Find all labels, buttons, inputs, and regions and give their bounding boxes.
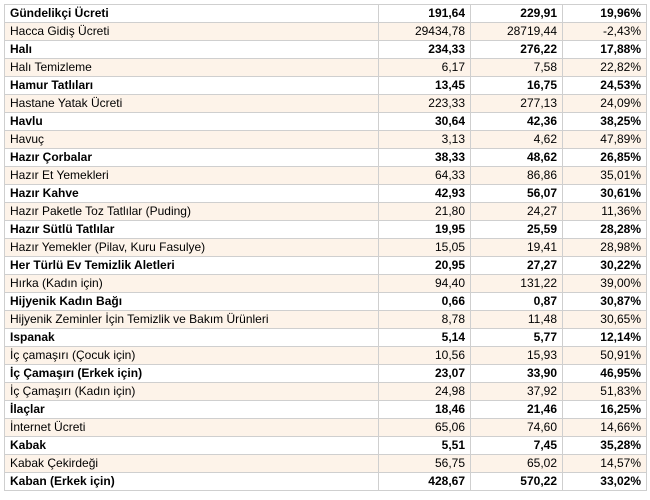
table-row xyxy=(5,329,647,347)
previous-price-cell: 21,80 xyxy=(379,203,471,221)
current-price-cell: 37,92 xyxy=(471,383,563,401)
change-percent-cell: 24,53% xyxy=(563,77,647,95)
change-percent-cell: 30,61% xyxy=(563,185,647,203)
table-row xyxy=(5,149,647,167)
current-price-cell: 56,07 xyxy=(471,185,563,203)
table-row xyxy=(5,437,647,455)
change-percent-cell: -2,43% xyxy=(563,23,647,41)
item-name-cell: Gündelikçi Ücreti xyxy=(5,5,379,23)
current-price-cell: 28719,44 xyxy=(471,23,563,41)
change-percent-cell: 38,25% xyxy=(563,113,647,131)
item-name-cell: Halı xyxy=(5,41,379,59)
current-price-cell: 86,86 xyxy=(471,167,563,185)
table-row xyxy=(5,239,647,257)
current-price-cell: 276,22 xyxy=(471,41,563,59)
item-name-cell: Hacca Gidiş Ücreti xyxy=(5,23,379,41)
item-name-cell: Hazır Et Yemekleri xyxy=(5,167,379,185)
item-name-cell: Hazır Paketle Toz Tatlılar (Puding) xyxy=(5,203,379,221)
item-name-cell: Hazır Kahve xyxy=(5,185,379,203)
change-percent-cell: 33,02% xyxy=(563,473,647,491)
item-name-cell: Halı Temizleme xyxy=(5,59,379,77)
table-row xyxy=(5,455,647,473)
previous-price-cell: 10,56 xyxy=(379,347,471,365)
change-percent-cell: 26,85% xyxy=(563,149,647,167)
current-price-cell: 570,22 xyxy=(471,473,563,491)
item-name-cell: Her Türlü Ev Temizlik Aletleri xyxy=(5,257,379,275)
change-percent-cell: 19,96% xyxy=(563,5,647,23)
previous-price-cell: 3,13 xyxy=(379,131,471,149)
item-name-cell: Hazır Yemekler (Pilav, Kuru Fasulye) xyxy=(5,239,379,257)
previous-price-cell: 94,40 xyxy=(379,275,471,293)
item-name-cell: İnternet Ücreti xyxy=(5,419,379,437)
previous-price-cell: 8,78 xyxy=(379,311,471,329)
current-price-cell: 131,22 xyxy=(471,275,563,293)
item-name-cell: İç Çamaşırı (Erkek için) xyxy=(5,365,379,383)
table-row xyxy=(5,311,647,329)
previous-price-cell: 15,05 xyxy=(379,239,471,257)
previous-price-cell: 5,51 xyxy=(379,437,471,455)
table-row xyxy=(5,257,647,275)
previous-price-cell: 64,33 xyxy=(379,167,471,185)
table-row xyxy=(5,419,647,437)
table-row xyxy=(5,5,647,23)
previous-price-cell: 191,64 xyxy=(379,5,471,23)
previous-price-cell: 223,33 xyxy=(379,95,471,113)
price-table xyxy=(4,4,647,491)
change-percent-cell: 30,87% xyxy=(563,293,647,311)
current-price-cell: 5,77 xyxy=(471,329,563,347)
current-price-cell: 25,59 xyxy=(471,221,563,239)
change-percent-cell: 28,28% xyxy=(563,221,647,239)
table-row xyxy=(5,401,647,419)
item-name-cell: Havuç xyxy=(5,131,379,149)
current-price-cell: 4,62 xyxy=(471,131,563,149)
current-price-cell: 42,36 xyxy=(471,113,563,131)
table-row xyxy=(5,59,647,77)
previous-price-cell: 30,64 xyxy=(379,113,471,131)
table-row xyxy=(5,275,647,293)
current-price-cell: 0,87 xyxy=(471,293,563,311)
previous-price-cell: 56,75 xyxy=(379,455,471,473)
item-name-cell: Hırka (Kadın için) xyxy=(5,275,379,293)
table-row xyxy=(5,77,647,95)
table-row xyxy=(5,131,647,149)
current-price-cell: 16,75 xyxy=(471,77,563,95)
change-percent-cell: 35,01% xyxy=(563,167,647,185)
change-percent-cell: 11,36% xyxy=(563,203,647,221)
table-row xyxy=(5,347,647,365)
change-percent-cell: 24,09% xyxy=(563,95,647,113)
previous-price-cell: 5,14 xyxy=(379,329,471,347)
table-row xyxy=(5,113,647,131)
table-row xyxy=(5,383,647,401)
current-price-cell: 27,27 xyxy=(471,257,563,275)
change-percent-cell: 28,98% xyxy=(563,239,647,257)
current-price-cell: 11,48 xyxy=(471,311,563,329)
current-price-cell: 24,27 xyxy=(471,203,563,221)
previous-price-cell: 24,98 xyxy=(379,383,471,401)
table-row xyxy=(5,221,647,239)
item-name-cell: İç Çamaşırı (Kadın için) xyxy=(5,383,379,401)
table-row xyxy=(5,293,647,311)
change-percent-cell: 14,66% xyxy=(563,419,647,437)
change-percent-cell: 39,00% xyxy=(563,275,647,293)
table-row xyxy=(5,185,647,203)
table-row xyxy=(5,365,647,383)
item-name-cell: Kaban (Erkek için) xyxy=(5,473,379,491)
previous-price-cell: 23,07 xyxy=(379,365,471,383)
change-percent-cell: 22,82% xyxy=(563,59,647,77)
current-price-cell: 19,41 xyxy=(471,239,563,257)
current-price-cell: 65,02 xyxy=(471,455,563,473)
item-name-cell: İç çamaşırı (Çocuk için) xyxy=(5,347,379,365)
previous-price-cell: 0,66 xyxy=(379,293,471,311)
previous-price-cell: 29434,78 xyxy=(379,23,471,41)
current-price-cell: 74,60 xyxy=(471,419,563,437)
item-name-cell: Ispanak xyxy=(5,329,379,347)
previous-price-cell: 428,67 xyxy=(379,473,471,491)
previous-price-cell: 13,45 xyxy=(379,77,471,95)
item-name-cell: Hijyenik Zeminler İçin Temizlik ve Bakım Ürünleri xyxy=(5,311,379,329)
change-percent-cell: 30,22% xyxy=(563,257,647,275)
item-name-cell: Hamur Tatlıları xyxy=(5,77,379,95)
change-percent-cell: 17,88% xyxy=(563,41,647,59)
change-percent-cell: 46,95% xyxy=(563,365,647,383)
change-percent-cell: 35,28% xyxy=(563,437,647,455)
current-price-cell: 33,90 xyxy=(471,365,563,383)
previous-price-cell: 6,17 xyxy=(379,59,471,77)
previous-price-cell: 42,93 xyxy=(379,185,471,203)
previous-price-cell: 18,46 xyxy=(379,401,471,419)
current-price-cell: 7,45 xyxy=(471,437,563,455)
previous-price-cell: 65,06 xyxy=(379,419,471,437)
table-row xyxy=(5,95,647,113)
change-percent-cell: 47,89% xyxy=(563,131,647,149)
price-table-container xyxy=(4,4,646,491)
current-price-cell: 7,58 xyxy=(471,59,563,77)
table-row xyxy=(5,41,647,59)
price-table-body xyxy=(5,5,647,491)
change-percent-cell: 14,57% xyxy=(563,455,647,473)
item-name-cell: Hazır Sütlü Tatlılar xyxy=(5,221,379,239)
item-name-cell: Hijyenik Kadın Bağı xyxy=(5,293,379,311)
current-price-cell: 277,13 xyxy=(471,95,563,113)
previous-price-cell: 20,95 xyxy=(379,257,471,275)
table-row xyxy=(5,167,647,185)
change-percent-cell: 12,14% xyxy=(563,329,647,347)
table-row xyxy=(5,203,647,221)
previous-price-cell: 38,33 xyxy=(379,149,471,167)
current-price-cell: 48,62 xyxy=(471,149,563,167)
change-percent-cell: 51,83% xyxy=(563,383,647,401)
table-row xyxy=(5,473,647,491)
item-name-cell: Hastane Yatak Ücreti xyxy=(5,95,379,113)
change-percent-cell: 16,25% xyxy=(563,401,647,419)
item-name-cell: Hazır Çorbalar xyxy=(5,149,379,167)
current-price-cell: 229,91 xyxy=(471,5,563,23)
current-price-cell: 15,93 xyxy=(471,347,563,365)
previous-price-cell: 234,33 xyxy=(379,41,471,59)
current-price-cell: 21,46 xyxy=(471,401,563,419)
change-percent-cell: 30,65% xyxy=(563,311,647,329)
item-name-cell: İlaçlar xyxy=(5,401,379,419)
change-percent-cell: 50,91% xyxy=(563,347,647,365)
previous-price-cell: 19,95 xyxy=(379,221,471,239)
item-name-cell: Kabak xyxy=(5,437,379,455)
item-name-cell: Havlu xyxy=(5,113,379,131)
table-row xyxy=(5,23,647,41)
item-name-cell: Kabak Çekirdeği xyxy=(5,455,379,473)
